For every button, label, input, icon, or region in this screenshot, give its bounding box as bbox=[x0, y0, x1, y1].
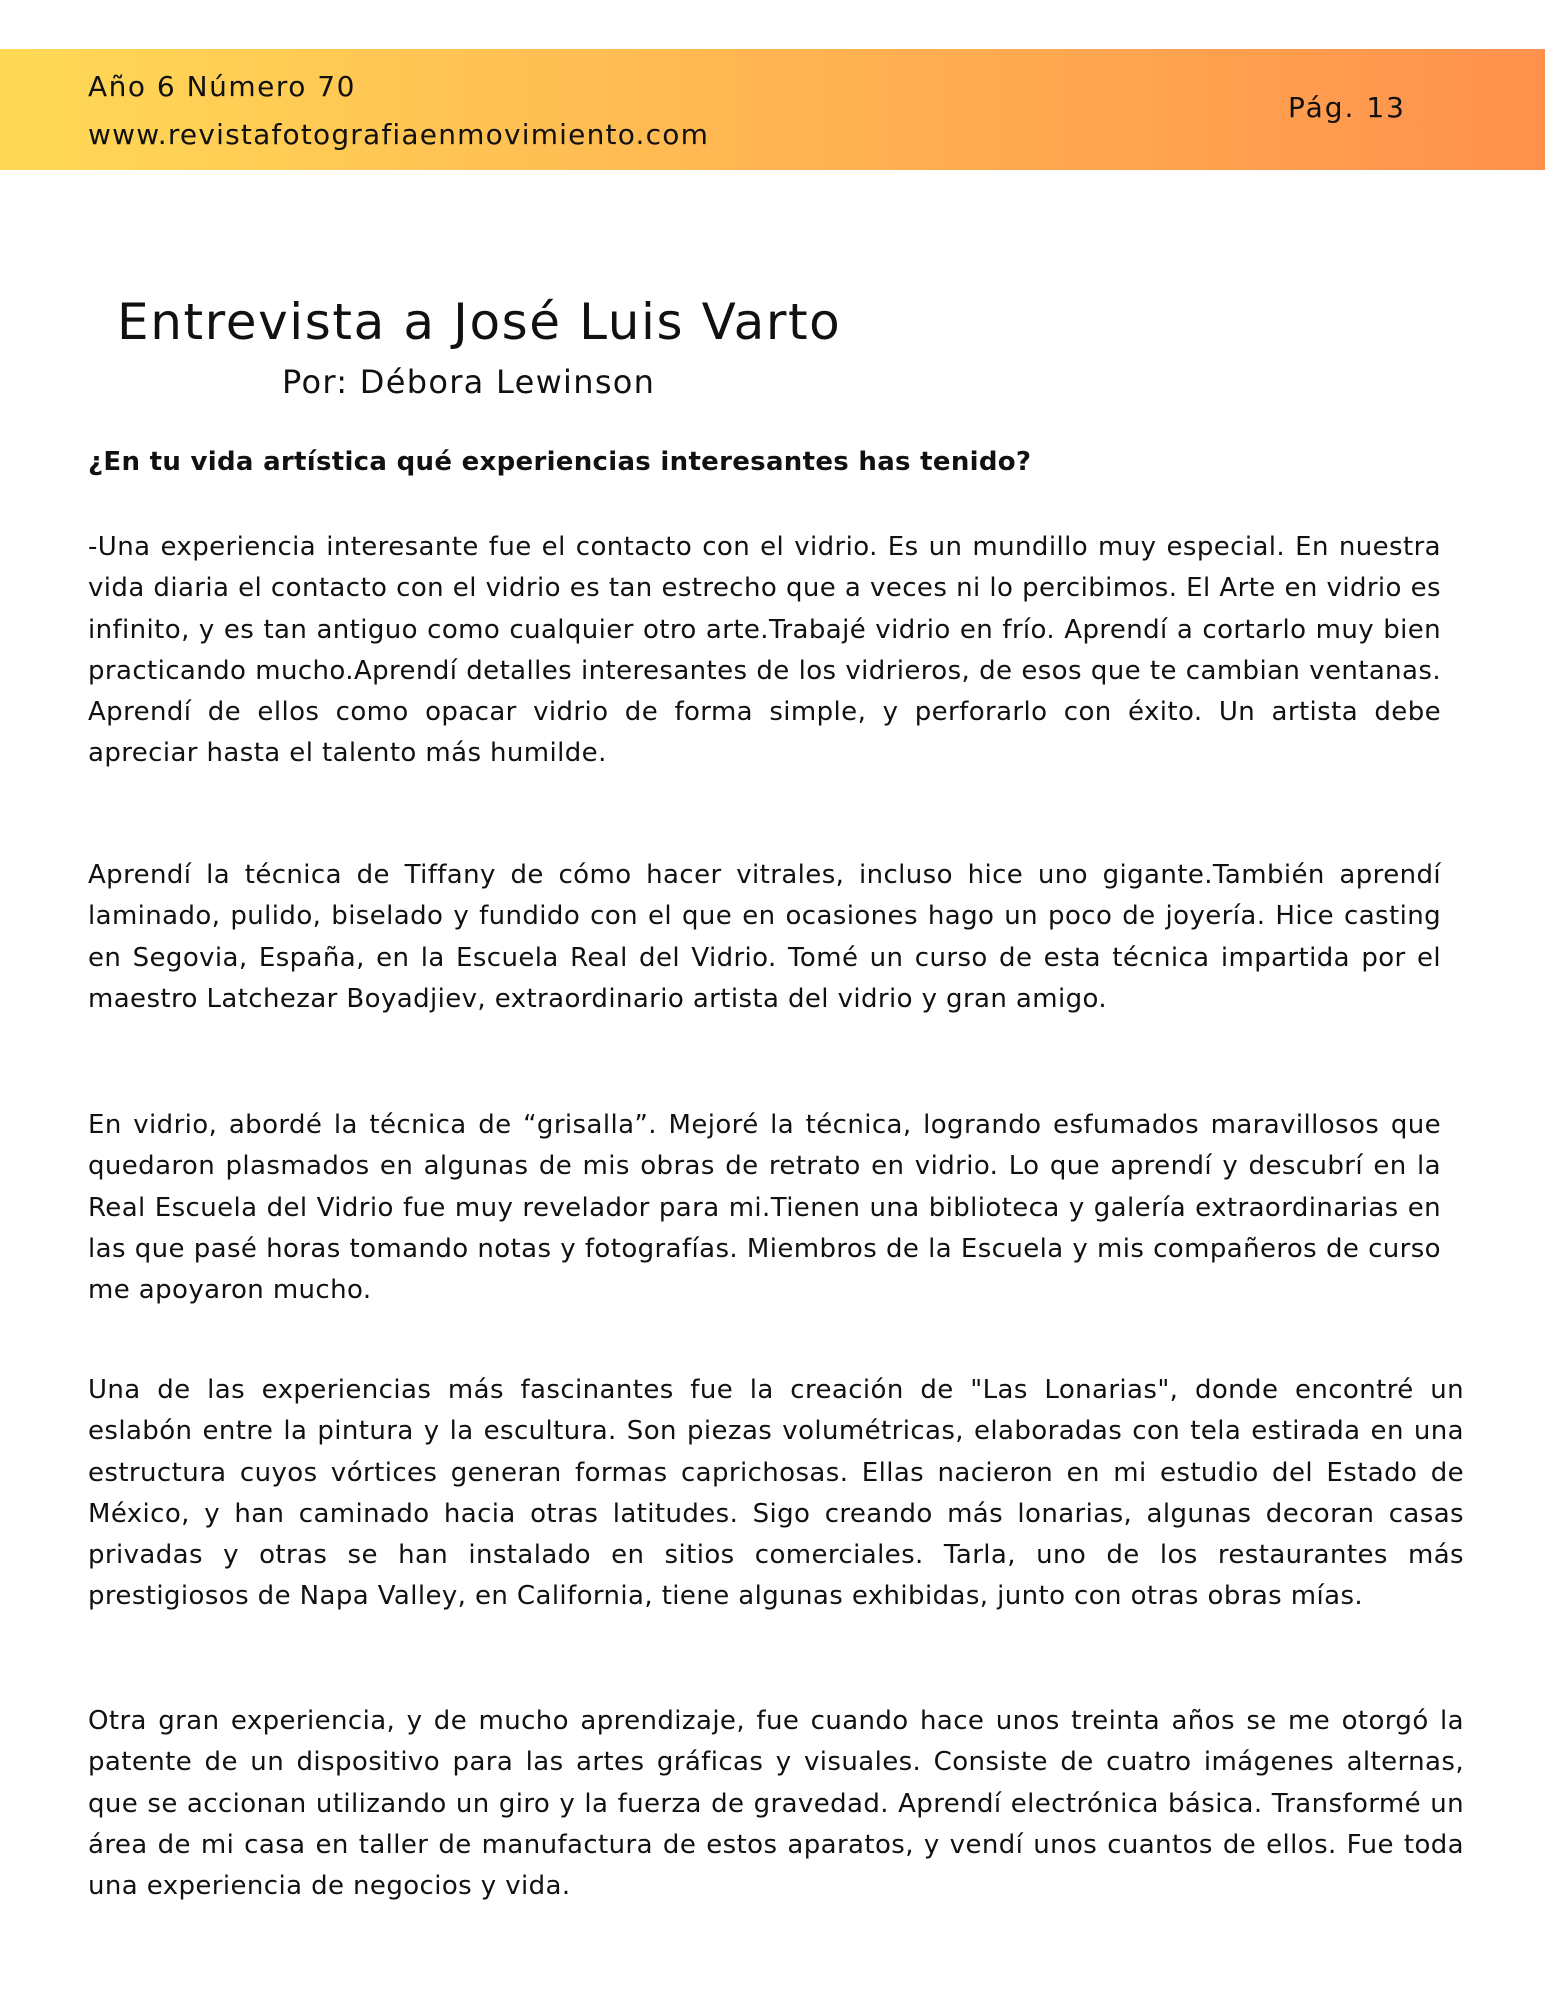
issue-label: Año 6 Número 70 bbox=[88, 70, 356, 103]
answer-paragraph: -Una experiencia interesante fue el contacto con el vidrio. Es un mundillo muy especial. En nuestra vida diaria el contacto con el vidrio es tan estrecho que a veces ni lo percibimos. El Arte en vidrio es infinito, y es tan antiguo como cualquier otro arte.Trabajé vidrio en frío. Aprendí a cortarlo muy bien practicando mucho.Aprendí detalles interesantes de los vidrieros, de esos que te cambian ventanas. Aprendí de ellos como opacar vidrio de forma simple, y perforarlo con éxito. Un artista debe apreciar hasta el talento más humilde. bbox=[88, 532, 1441, 769]
article-title: Entrevista a José Luis Varto bbox=[117, 293, 842, 351]
website-link[interactable]: www.revistafotografiaenmovimiento.com bbox=[88, 118, 710, 151]
article-byline: Por: Débora Lewinson bbox=[282, 363, 656, 401]
answer-paragraph: Una de las experiencias más fascinantes fue la creación de "Las Lonarias", donde encontré un eslabón entre la pintura y la escultura. Son piezas volumétricas, elaboradas con tela estirada en una estructura cuyos vórtices generan formas caprichosas. Ellas nacieron en mi estudio del Estado de México, y han caminado hacia otras latitudes. Sigo creando más lonarias, algunas decoran casas privadas y otras se han instalado en sitios comerciales. Tarla, uno de los restaurantes más prestigiosos de Napa Valley, en California, tiene algunas exhibidas, junto con otras obras mías. bbox=[88, 1375, 1464, 1612]
page-number: Pág. 13 bbox=[1288, 91, 1406, 124]
interview-question: ¿En tu vida artística qué experiencias interesantes has tenido? bbox=[88, 447, 1032, 477]
answer-paragraph: Otra gran experiencia, y de mucho aprendizaje, fue cuando hace unos treinta años se me otorgó la patente de un dispositivo para las artes gráficas y visuales. Consiste de cuatro imágenes alternas, que se accionan utilizando un giro y la fuerza de gravedad. Aprendí electrónica básica. Transformé un área de mi casa en taller de manufactura de estos aparatos, y vendí unos cuantos de ellos. Fue toda una experiencia de negocios y vida. bbox=[88, 1706, 1464, 1902]
answer-paragraph: En vidrio, abordé la técnica de “grisalla”. Mejoré la técnica, logrando esfumados maravillosos que quedaron plasmados en algunas de mis obras de retrato en vidrio. Lo que aprendí y descubrí en la Real Escuela del Vidrio fue muy revelador para mi.Tienen una biblioteca y galería extraordinarias en las que pasé horas tomando notas y fotografías. Miembros de la Escuela y mis compañeros de curso me apoyaron mucho. bbox=[88, 1110, 1441, 1306]
answer-paragraph: Aprendí la técnica de Tiffany de cómo hacer vitrales, incluso hice uno gigante.También aprendí laminado, pulido, biselado y fundido con el que en ocasiones hago un poco de joyería. Hice casting en Segovia, España, en la Escuela Real del Vidrio. Tomé un curso de esta técnica impartida por el maestro Latchezar Boyadjiev, extraordinario artista del vidrio y gran amigo. bbox=[88, 860, 1441, 1014]
